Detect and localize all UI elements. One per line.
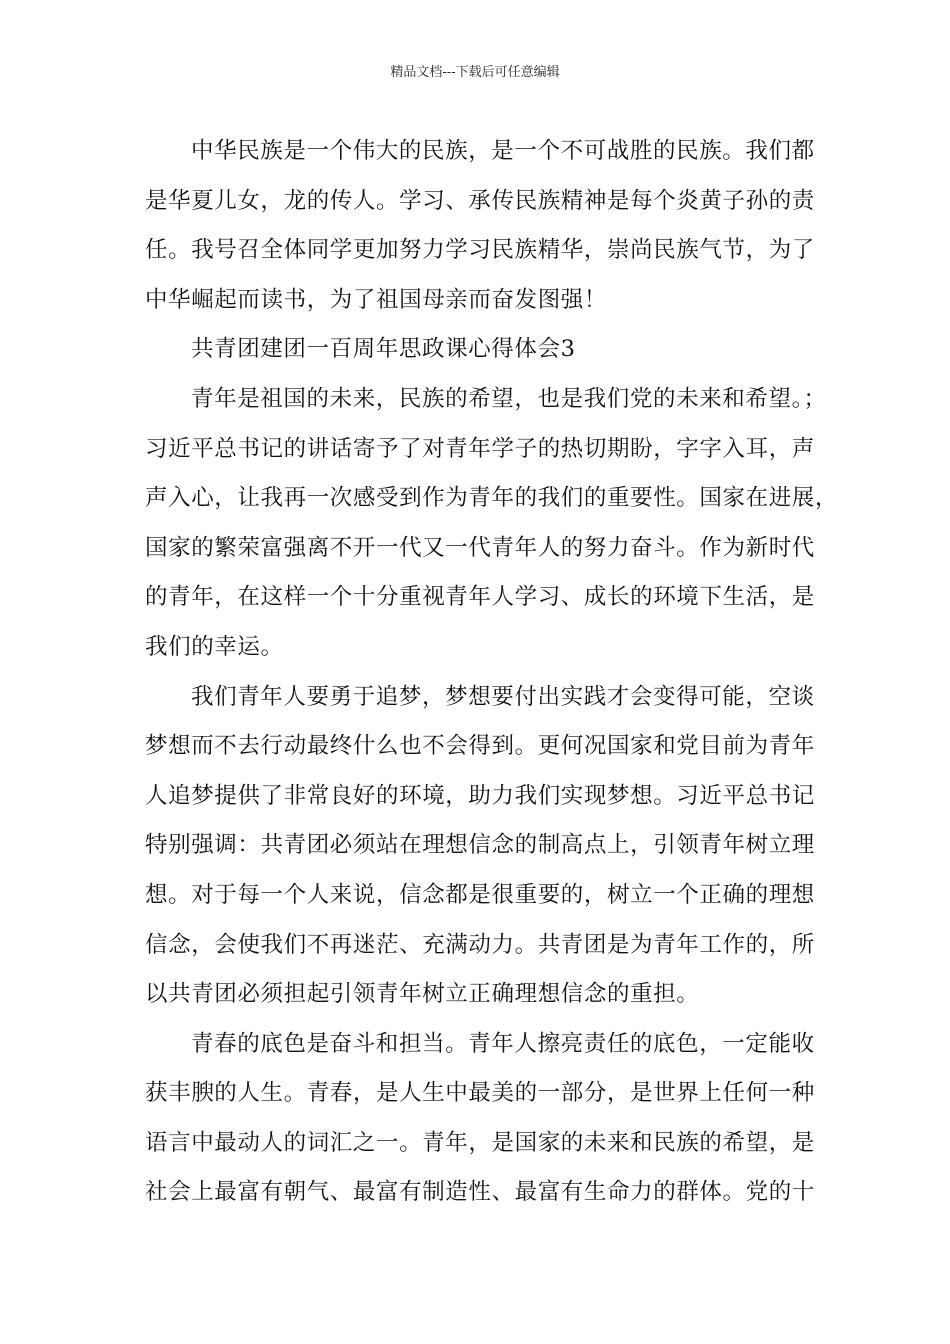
text-line: 的青年，在这样一个十分重视青年人学习、成长的环境下生活，是 — [145, 584, 815, 611]
text-line: 习近平总书记的讲话寄予了对青年学子的热切期盼，字字入耳，声 — [145, 435, 815, 462]
text-line: 青春的底色是奋斗和担当。青年人擦亮责任的底色，一定能收 — [191, 1030, 815, 1057]
document-body — [145, 127, 839, 1218]
paragraph — [145, 673, 825, 1020]
text-line: 信念，会使我们不再迷茫、充满动力。共青团是为青年工作的，所 — [145, 931, 815, 958]
text-line: 我们青年人要勇于追梦，梦想要付出实践才会变得可能，空谈 — [191, 683, 815, 710]
paragraph — [145, 1020, 825, 1218]
text-line: 中华民族是一个伟大的民族，是一个不可战胜的民族。我们都 — [191, 138, 815, 164]
text-line: 特别强调：共青团必须站在理想信念的制高点上，引领青年树立理 — [145, 832, 815, 859]
text-line: 中华崛起而读书，为了祖国母亲而奋发图强！ — [145, 286, 608, 313]
text-line: 任。我号召全体同学更加努力学习民族精华，崇尚民族气节，为了 — [145, 237, 815, 264]
text-line: 声入心，让我再一次感受到作为青年的我们的重要性。国家在进展， — [145, 485, 839, 512]
text-line: 语言中最动人的词汇之一。青年，是国家的未来和民族的希望，是 — [145, 1129, 815, 1156]
text-line: 梦想而不去行动最终什么也不会得到。更何况国家和党目前为青年 — [145, 733, 815, 760]
paragraph — [145, 127, 825, 325]
text-line: 想。对于每一个人来说，信念都是很重要的，树立一个正确的理想 — [145, 881, 815, 908]
text-line: 以共青团必须担起引领青年树立正确理想信念的重担。 — [145, 981, 700, 1008]
text-line: 是华夏儿女，龙的传人。学习、承传民族精神是每个炎黄子孙的责 — [145, 187, 815, 214]
heading-text: 共青团建团一百周年思政课心得体会3 — [191, 336, 576, 363]
text-line: 人追梦提供了非常良好的环境，助力我们实现梦想。习近平总书记 — [145, 782, 815, 809]
text-line: 国家的繁荣富强离不开一代又一代青年人的努力奋斗。作为新时代 — [145, 534, 815, 561]
page-header: 精品文档---下载后可任意编辑 — [390, 65, 560, 80]
text-line: 我们的幸运。 — [145, 633, 284, 660]
text-line: 青年是祖国的未来，民族的希望，也是我们党的未来和希望。； — [191, 385, 827, 412]
text-line: 获丰腴的人生。青春，是人生中最美的一部分，是世界上任何一种 — [145, 1080, 815, 1107]
text-line: 社会上最富有朝气、最富有制造性、最富有生命力的群体。党的十 — [145, 1179, 815, 1206]
section-heading — [145, 325, 825, 375]
paragraph — [145, 375, 839, 673]
